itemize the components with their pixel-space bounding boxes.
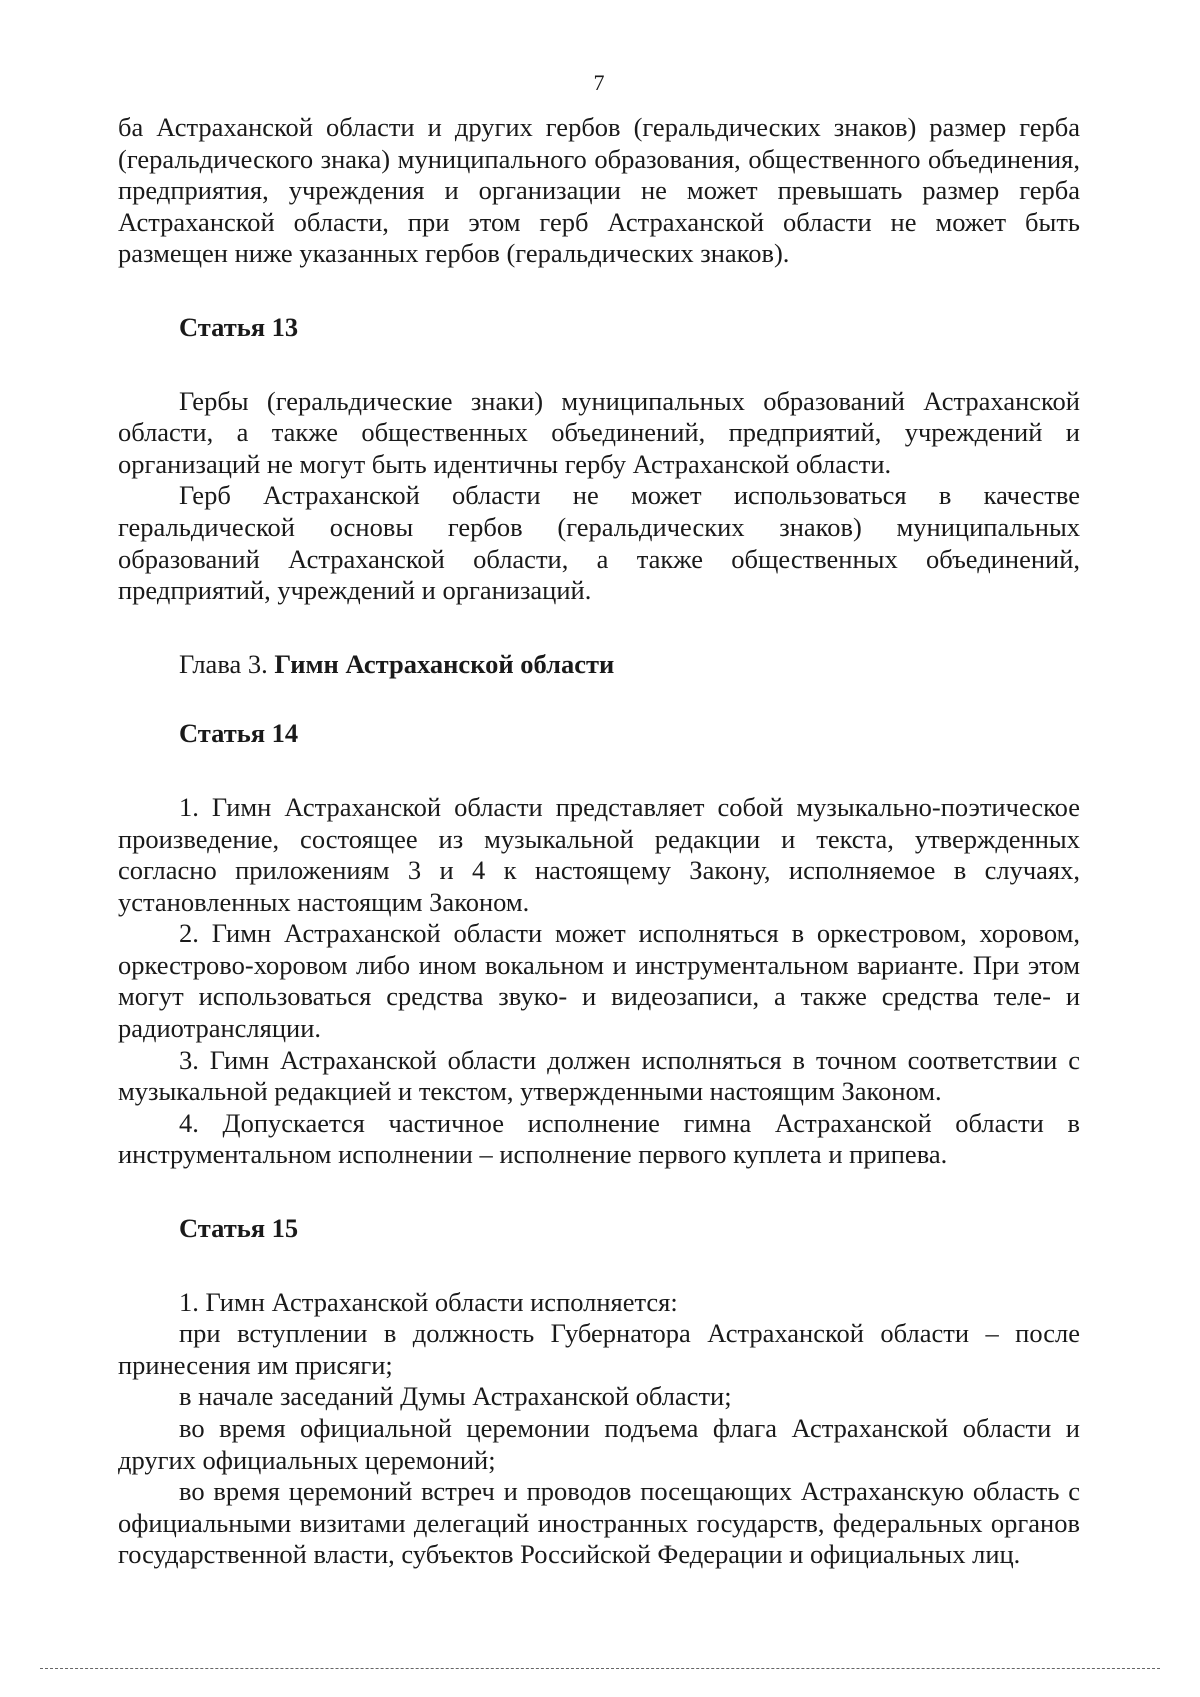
chapter-3-title: Гимн Астраханской области (274, 648, 615, 679)
chapter-3-heading (118, 649, 1080, 681)
article-14-heading: Статья 14 (179, 718, 299, 749)
article-15-paragraph: 1. Гимн Астраханской области исполняется: (179, 1286, 678, 1317)
article-15-heading: Статья 15 (179, 1213, 299, 1244)
article-15-paragraph: в начале заседаний Думы Астраханской области; (179, 1381, 732, 1412)
document-body (118, 112, 1080, 1571)
document-page (118, 0, 1080, 1697)
article-14-paragraph: 4. Допускается частичное исполнение гимна Астраханской области в инструментальном исполнении – исполнение первого куплета и припева. (118, 1107, 1080, 1170)
article-13-paragraph: Герб Астраханской области не может использоваться в качестве геральдической основы гербов (геральдических знаков) муниципальных образований Астраханской области, а также общественных объединений, предприятий, учреждений и организаций. (118, 480, 1080, 606)
article-15-paragraph: при вступлении в должность Губернатора Астраханской области – после принесения им присяги; (118, 1318, 1080, 1380)
page-bottom-divider (40, 1668, 1160, 1669)
page-number: 7 (593, 70, 605, 95)
article-13-heading: Статья 13 (179, 311, 299, 342)
article-13-paragraph: Гербы (геральдические знаки) муниципальных образований Астраханской области, а также общественных объединений, предприятий, учреждений и организаций не могут быть идентичны гербу Астраханской области. (118, 385, 1080, 479)
chapter-3-prefix: Глава 3. (179, 648, 275, 679)
article-15-paragraph: во время официальной церемонии подъема флага Астраханской области и других официальных церемоний; (118, 1413, 1080, 1475)
intro-paragraph: ба Астраханской области и других гербов (геральдических знаков) размер герба (геральдического знака) муниципального образования, общественного объединения, предприятия, учреждения и организации не может превышать размер герба Астраханской области, при этом герб Астраханской области не может быть размещен ниже указанных гербов (геральдических знаков). (118, 112, 1080, 269)
article-14-paragraph: 3. Гимн Астраханской области должен исполняться в точном соответствии с музыкальной редакцией и текстом, утвержденными настоящим Законом. (118, 1044, 1080, 1107)
article-15-paragraph: во время церемоний встреч и проводов посещающих Астраханскую область с официальными визитами делегаций иностранных государств, федеральных органов государственной власти, субъектов Российской Федерации и официальных лиц. (118, 1476, 1080, 1570)
article-14-paragraph: 2. Гимн Астраханской области может исполняться в оркестровом, хоровом, оркестрово-хоровом либо ином вокальном и инструментальном варианте. При этом могут использоваться средства звуко- и видеозаписи, а также средства теле- и радиотрансляции. (118, 918, 1080, 1044)
article-14-paragraph: 1. Гимн Астраханской области представляет собой музыкально-поэтическое произведение, состоящее из музыкальной редакции и текста, утвержденных согласно приложениям 3 и 4 к настоящему Закону, исполняемое в случаях, установленных настоящим Законом. (118, 791, 1080, 917)
